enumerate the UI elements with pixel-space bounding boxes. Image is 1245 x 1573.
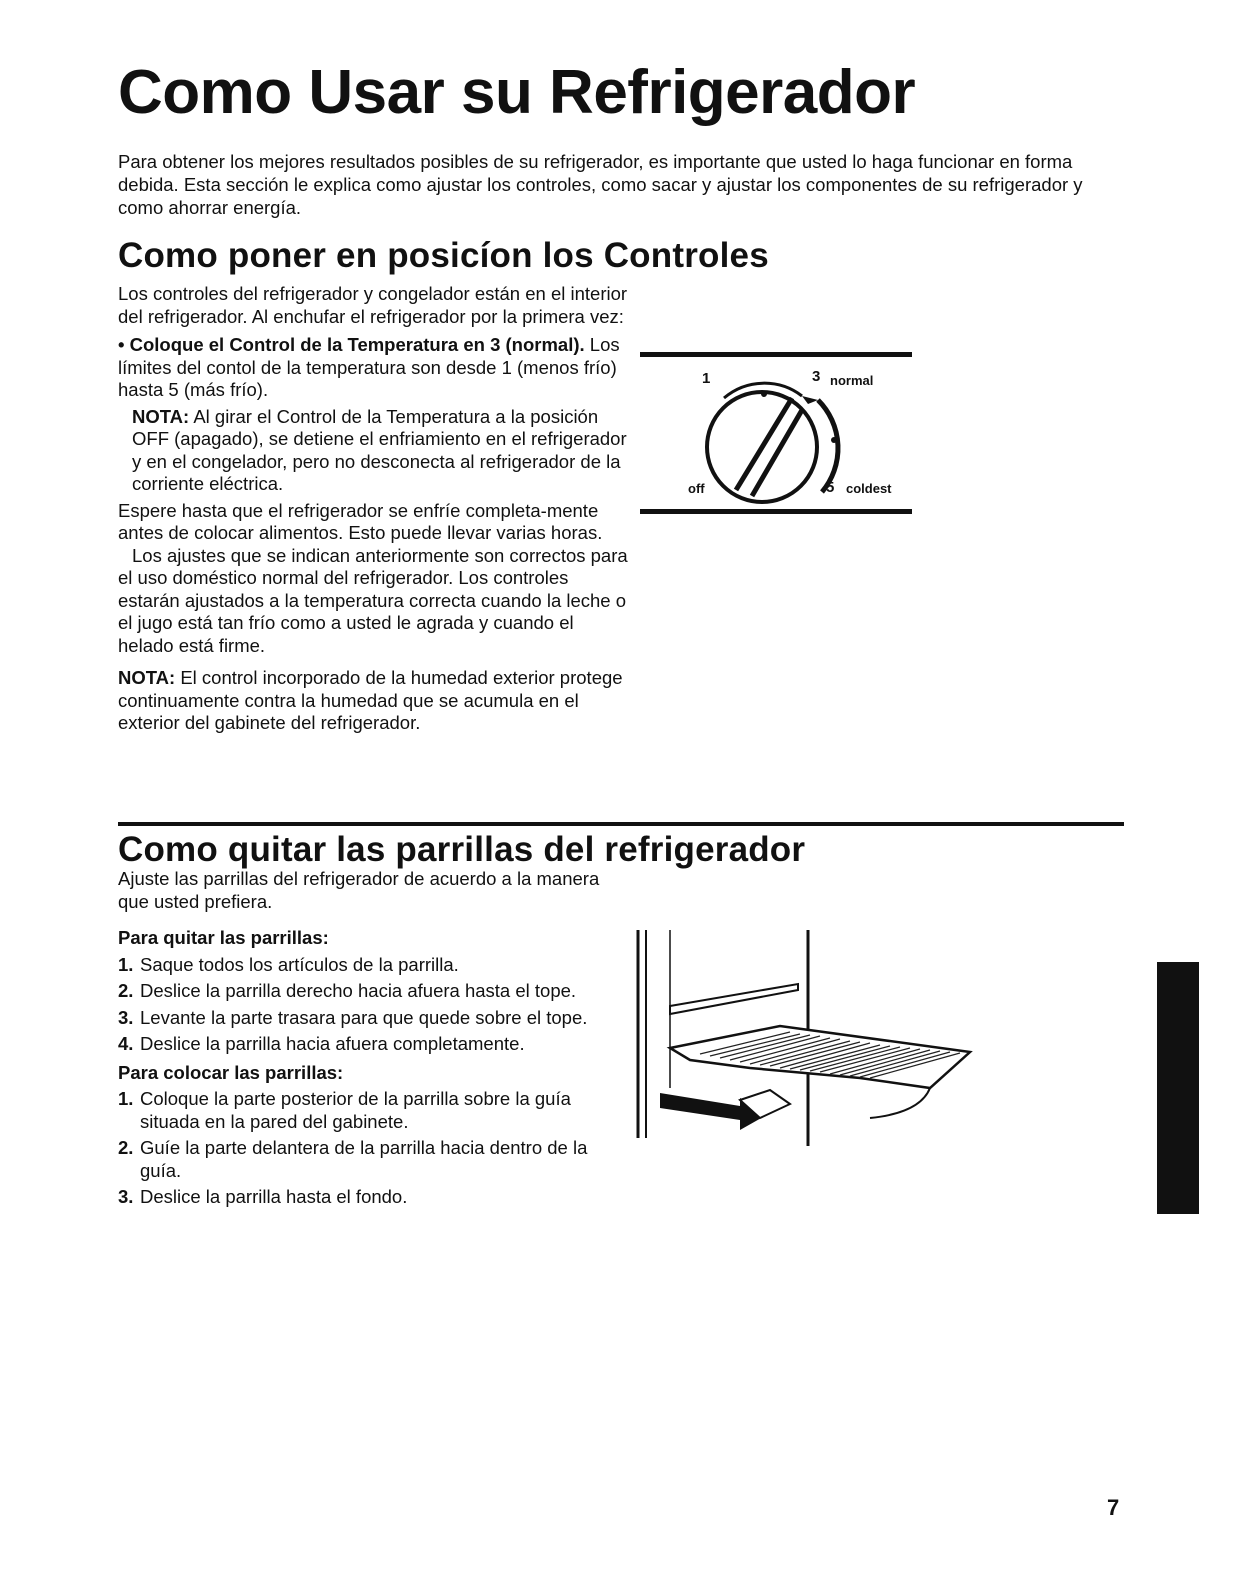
step-number: 2. bbox=[118, 980, 134, 1001]
dial-arrow bbox=[802, 396, 818, 404]
place-title: Para colocar las parrillas: bbox=[118, 1061, 344, 1083]
dial-label-normal: normal bbox=[830, 373, 874, 388]
dial-dot-4 bbox=[831, 437, 837, 443]
step-text: Levante la parte trasara para que quede sobre el tope. bbox=[140, 1006, 588, 1028]
shelves-heading: Como quitar las parrillas del refrigerador bbox=[118, 830, 806, 869]
controls-text bbox=[118, 283, 628, 735]
controls-p2: Espere hasta que el refrigerador se enfríe completa-mente antes de colocar alimentos. Esto puede llevar varias horas. bbox=[118, 499, 603, 543]
step-number: 1. bbox=[118, 1088, 134, 1109]
dial-label-5: 5 bbox=[826, 479, 835, 496]
list-item bbox=[118, 954, 608, 977]
controls-bullet bbox=[118, 334, 628, 402]
dial-label-coldest: coldest bbox=[846, 481, 892, 496]
list-item bbox=[118, 1033, 608, 1056]
nota2-text: El control incorporado de la humedad exterior protege continuamente contra la humedad que se acumula en el exterior del gabinete del refrigerador. bbox=[118, 667, 623, 733]
dial-label-1: 1 bbox=[702, 370, 711, 387]
controls-bullet-rest: Los límites del contol de la temperatura son desde 1 (menos frío) hasta 5 (más frío). bbox=[118, 334, 620, 400]
list-item bbox=[118, 1137, 608, 1182]
step-number: 3. bbox=[118, 1006, 134, 1028]
step-text: Deslice la parrilla derecho hacia afuera hasta el tope. bbox=[140, 980, 577, 1001]
list-item bbox=[118, 1088, 608, 1133]
controls-nota2 bbox=[118, 667, 628, 735]
controls-nota1 bbox=[118, 406, 628, 496]
nota2-label: NOTA: bbox=[118, 667, 176, 688]
place-steps bbox=[118, 1088, 608, 1209]
shelf-front-curve bbox=[870, 1088, 930, 1118]
step-number: 2. bbox=[118, 1137, 134, 1158]
nota1-label: NOTA: bbox=[132, 405, 190, 427]
section-divider bbox=[118, 822, 1124, 826]
list-item bbox=[118, 1186, 608, 1209]
shelf-illustration bbox=[630, 928, 980, 1150]
remove-steps bbox=[118, 954, 608, 1056]
dial-dot-2 bbox=[761, 391, 767, 397]
step-text: Guíe la parte delantera de la parrilla hacia dentro de la guía. bbox=[140, 1137, 588, 1181]
nota1-text: Al girar el Control de la Temperatura a la posición OFF (apagado), se detiene el enfriamiento en el refrigerador y en el congelador, pero no desconecta al refrigerador de la corriente eléctrica. bbox=[132, 405, 627, 494]
page-number: 7 bbox=[1107, 1495, 1120, 1520]
step-text: Deslice la parrilla hacia afuera completamente. bbox=[140, 1033, 525, 1054]
step-text: Saque todos los artículos de la parrilla. bbox=[140, 953, 459, 975]
step-number: 4. bbox=[118, 1033, 134, 1054]
controls-p3: Los ajustes que se indican anteriormente son correctos para el uso doméstico normal del refrigerador. Los controles estarán ajustados a la temperatura correcta cuando la leche o el jugo está tan frío como a usted le agrada y cuando el helado está firme. bbox=[118, 544, 628, 656]
step-text: Coloque la parte posterior de la parrilla sobre la guía situada en la pared del gabinete. bbox=[140, 1088, 571, 1132]
step-number: 1. bbox=[118, 953, 134, 975]
page-title: Como Usar su Refrigerador bbox=[118, 58, 916, 127]
step-number: 3. bbox=[118, 1186, 134, 1207]
dial-label-off: off bbox=[688, 481, 705, 496]
intro-paragraph: Para obtener los mejores resultados posibles de su refrigerador, es importante que usted lo haga funcionar en forma debida. Esta sección le explica como ajustar los controles, como sacar y ajustar los componentes de su refrigerador y como ahorrar energía. bbox=[118, 151, 1083, 218]
dial-label-3: 3 bbox=[812, 368, 821, 385]
temperature-dial-figure bbox=[640, 352, 912, 518]
controls-heading: Como poner en posicíon los Controles bbox=[118, 236, 769, 275]
list-item bbox=[118, 980, 608, 1003]
shelves-intro: Ajuste las parrillas del refrigerador de acuerdo a la manera que usted prefiera. bbox=[118, 868, 600, 912]
controls-bullet-bold: • Coloque el Control de la Temperatura en 3 (normal). bbox=[118, 334, 585, 355]
shelves-text bbox=[118, 868, 608, 1213]
remove-title: Para quitar las parrillas: bbox=[118, 927, 329, 948]
list-item bbox=[118, 1007, 608, 1030]
step-text: Deslice la parrilla hasta el fondo. bbox=[140, 1186, 408, 1207]
upper-shelf-guide bbox=[670, 984, 798, 1014]
section-tab bbox=[1157, 962, 1199, 1214]
controls-p1: Los controles del refrigerador y congelador están en el interior del refrigerador. Al enchufar el refrigerador por la primera vez: bbox=[118, 283, 628, 327]
